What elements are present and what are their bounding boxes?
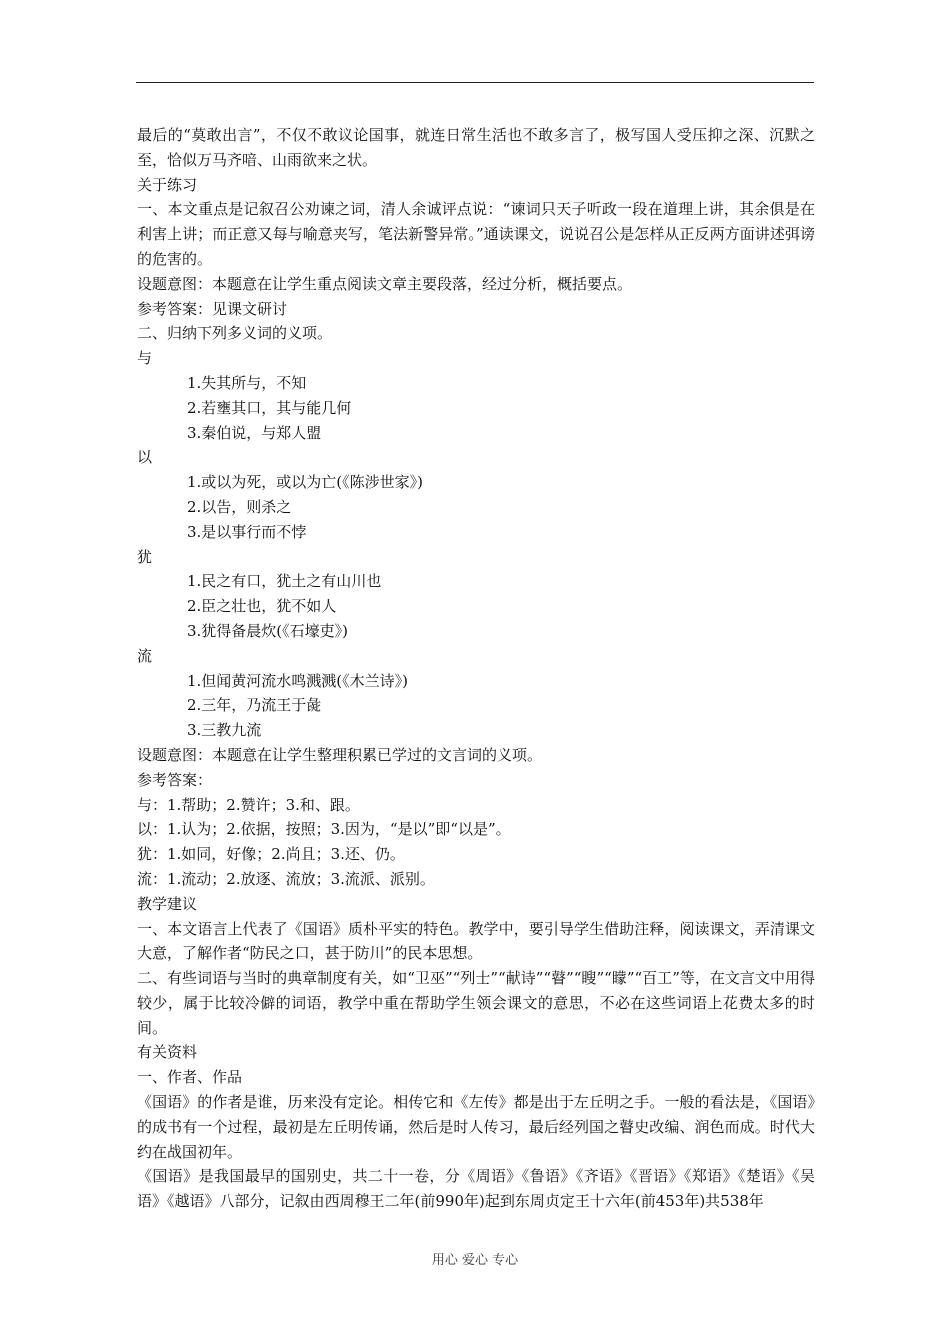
word-example: 3.三教九流 (187, 721, 262, 740)
design-intent: 设题意图：本题意在让学生重点阅读文章主要段落，经过分析，概括要点。 (137, 274, 633, 293)
section-heading: 关于练习 (137, 175, 198, 194)
subsection-heading: 一、作者、作品 (137, 1068, 243, 1087)
word-heading: 与 (137, 349, 153, 368)
answer-line: 流：1.流动；2.放逐、流放；3.流派、派别。 (137, 869, 435, 888)
exercise-question: 一、本文重点是记叙召公劝谏之词，清人余诚评点说：“谏词只天子听政一段在道理上讲，其余俱是在利害上讲；而正意又每与喻意夹写，笔法新警异常。”通读课文，说说召公是怎样从正反两方面讲述弭谤的危害的。 (137, 200, 815, 268)
answer-line: 犹：1.如同，好像；2.尚且；3.还、仍。 (137, 845, 405, 864)
word-example: 1.或以为死，或以为亡(《陈涉世家》) (187, 473, 424, 492)
exercise-question: 二、归纳下列多义词的义项。 (137, 324, 333, 343)
word-example: 1.民之有口，犹土之有山川也 (187, 572, 382, 591)
answer-line: 以：1.认为；2.依据，按照；3.因为，“是以”即“以是”。 (137, 820, 511, 839)
paragraph: 二、有些词语与当时的典章制度有关，如“卫巫”“列士”“献诗”“瞽”“瞍”“矇”“百工”等，在文言文中用得较少，属于比较冷僻的词语，教学中重在帮助学生领会课文的意思，不必在这些词语上花费太多的时间。 (137, 969, 815, 1037)
design-intent: 设题意图：本题意在让学生整理积累已学过的文言词的义项。 (137, 745, 543, 764)
word-example: 1.失其所与，不知 (187, 373, 307, 392)
answer-line: 与：1.帮助；2.赞许；3.和、跟。 (137, 795, 360, 814)
section-heading: 教学建议 (137, 894, 198, 913)
word-example: 2.臣之壮也，犹不如人 (187, 597, 337, 616)
word-example: 3.犹得备晨炊(《石壕吏》) (187, 621, 349, 640)
word-example: 2.以告，则杀之 (187, 497, 292, 516)
reference-answer: 参考答案：见课文研讨 (137, 299, 288, 318)
word-example: 2.三年，乃流王于彘 (187, 696, 322, 715)
word-example: 2.若壅其口，其与能几何 (187, 398, 352, 417)
word-heading: 犹 (137, 547, 153, 566)
document-body (137, 123, 815, 1214)
word-heading: 以 (137, 448, 153, 467)
paragraph: 一、本文语言上代表了《国语》质朴平实的特色。教学中，要引导学生借助注释，阅读课文，弄清课文大意，了解作者“防民之口，甚于防川”的民本思想。 (137, 919, 815, 963)
section-heading: 有关资料 (137, 1043, 198, 1062)
reference-answer: 参考答案： (137, 770, 213, 789)
paragraph: 《国语》是我国最早的国别史，共二十一卷，分《周语》《鲁语》《齐语》《晋语》《郑语》《楚语》《吴语》《越语》八部分，记叙由西周穆王二年(前990年)起到东周贞定王十六年(前453年)共538年 (137, 1167, 815, 1211)
word-example: 1.但闻黄河流水鸣溅溅(《木兰诗》) (187, 671, 409, 690)
paragraph: 最后的“莫敢出言”，不仅不敢议论国事，就连日常生活也不敢多言了，极写国人受压抑之深、沉默之至，恰似万马齐喑、山雨欲来之状。 (137, 126, 815, 169)
word-example: 3.秦伯说，与郑人盟 (187, 423, 322, 442)
word-example: 3.是以事行而不悖 (187, 522, 307, 541)
paragraph: 《国语》的作者是谁，历来没有定论。相传它和《左传》都是出于左丘明之手。一般的看法是，《国语》的成书有一个过程，最初是左丘明传诵，然后是时人传习，最后经列国之瞽史改编、润色而成。时代大约在战国初年。 (137, 1093, 815, 1161)
page-footer: 用心 爱心 专心 (431, 1253, 519, 1268)
header-rule (136, 82, 814, 83)
word-heading: 流 (137, 646, 153, 665)
